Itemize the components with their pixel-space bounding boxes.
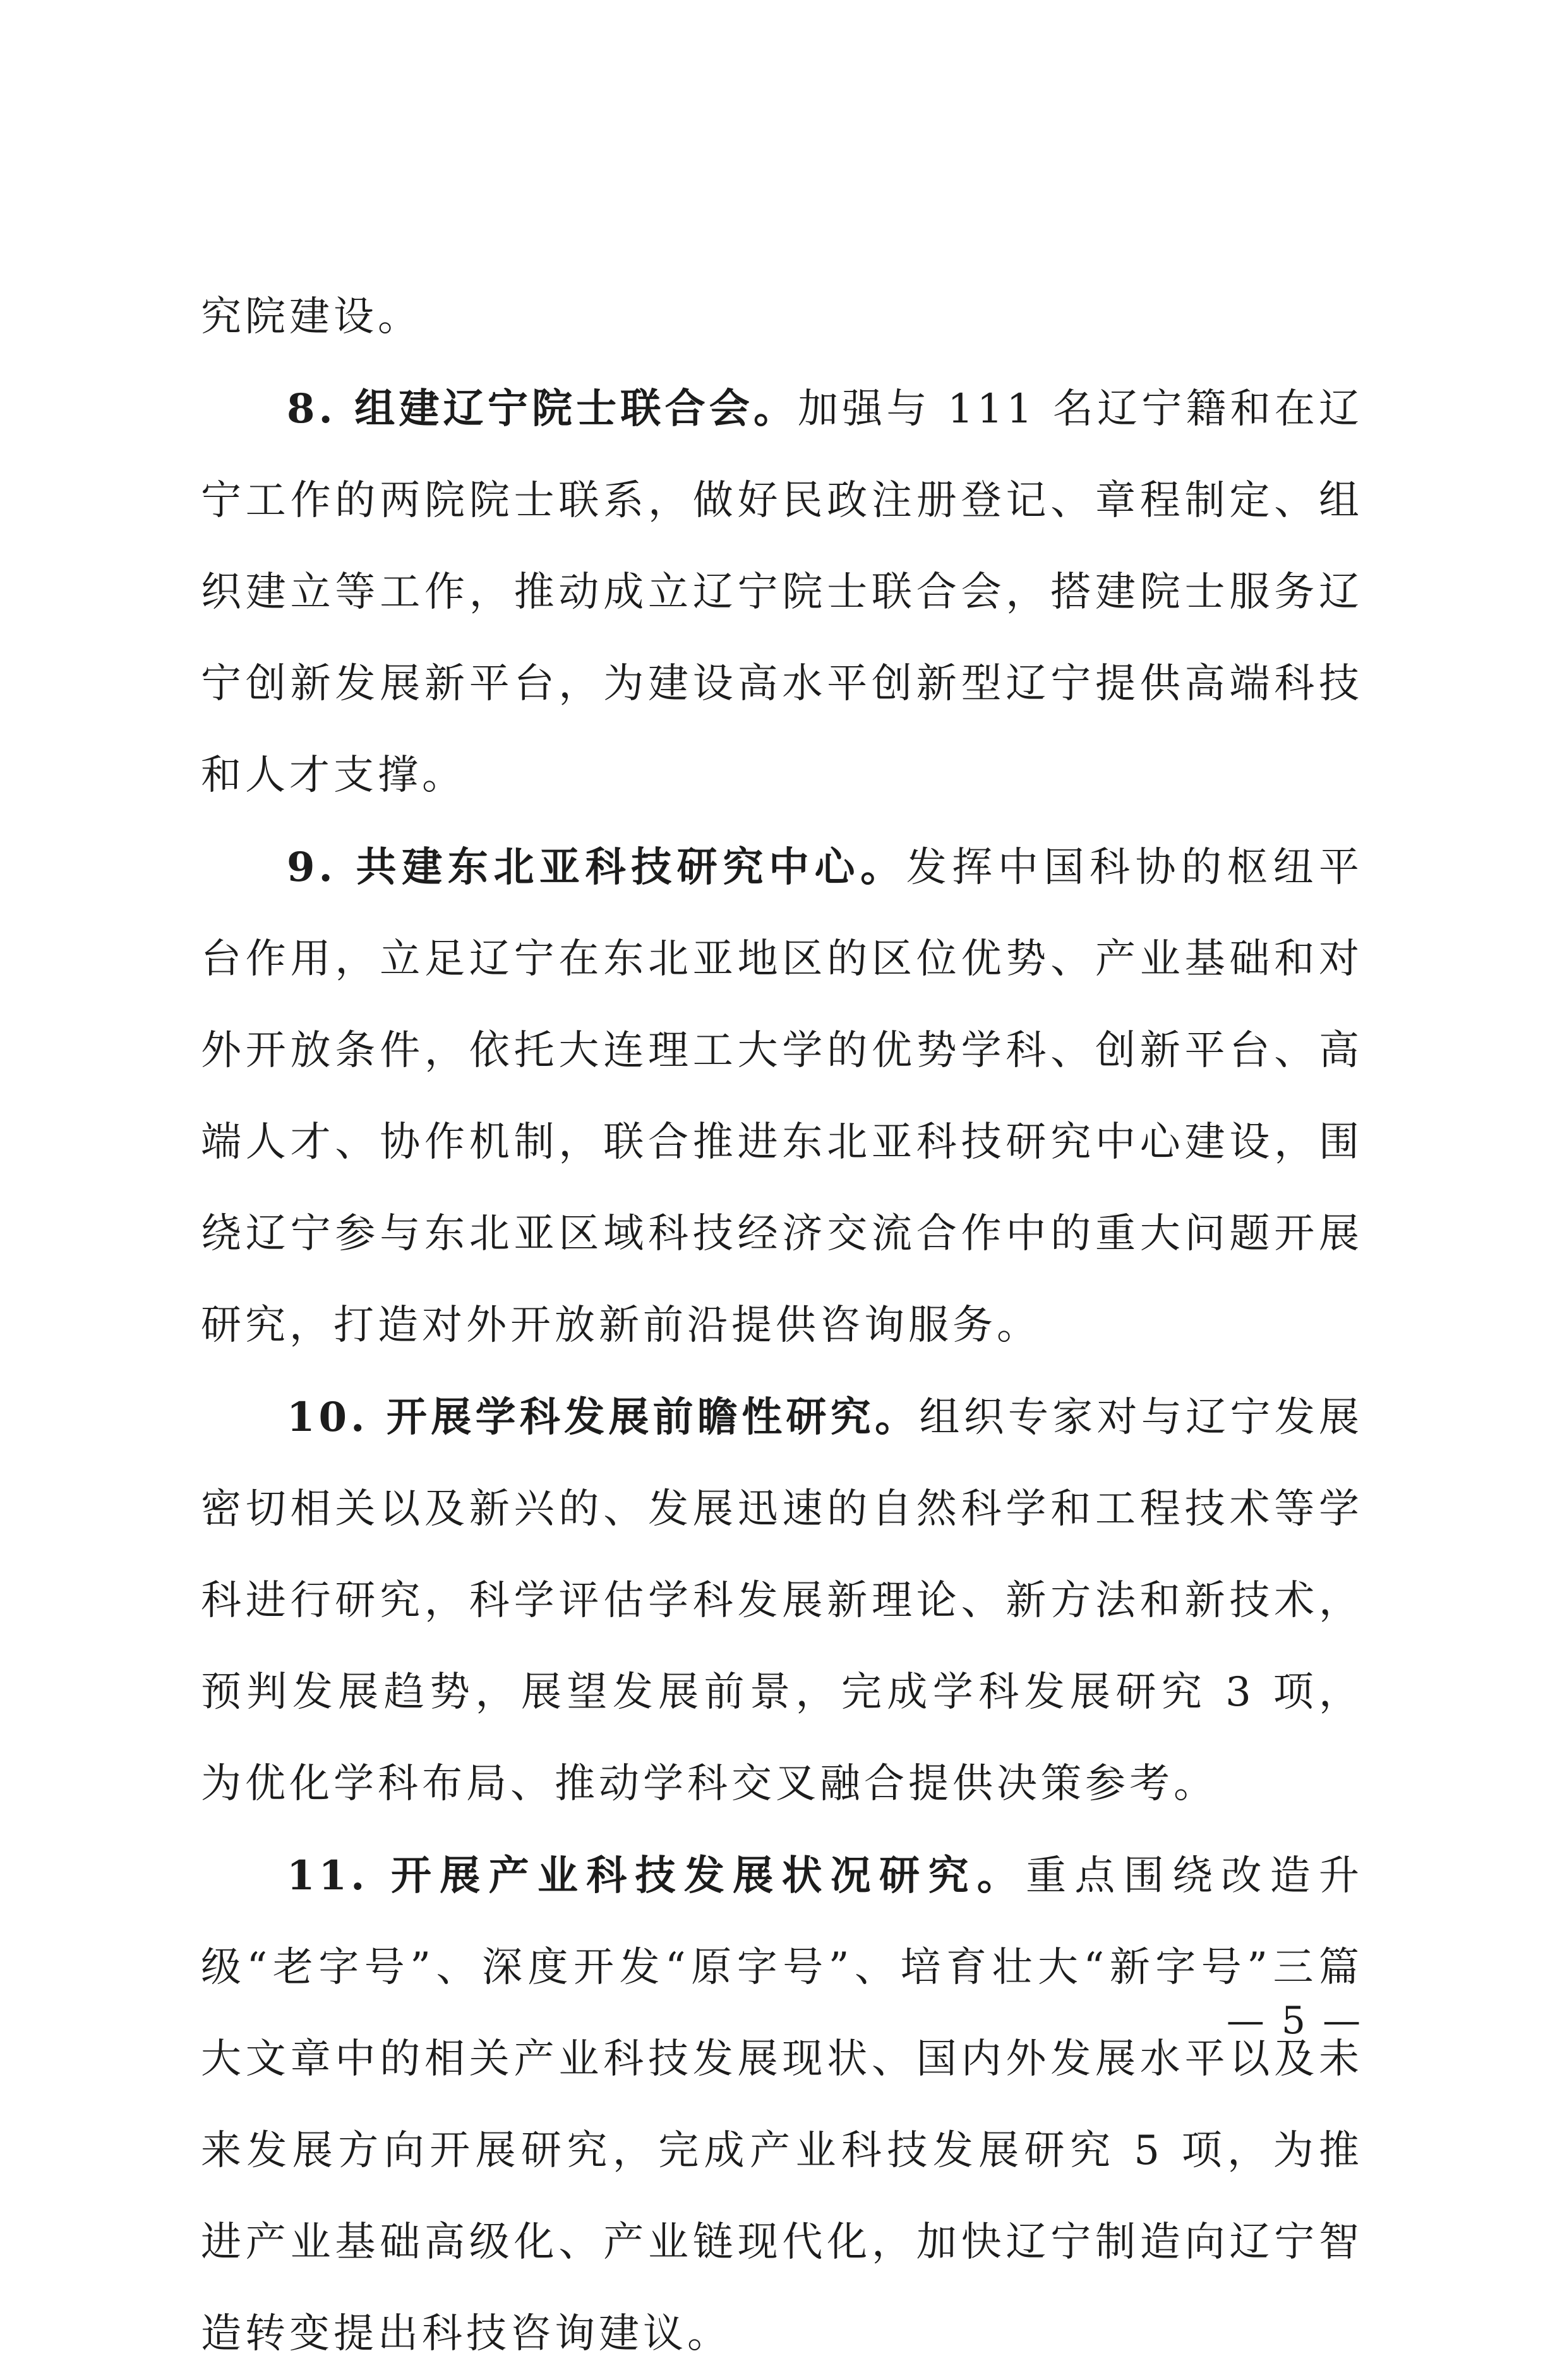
item-8-paragraph [201,363,1363,822]
item-10-body: 组织专家对与辽宁发展密切相关以及新兴的、发展迅速的自然科学和工程技术等学科进行研究，科学评估学科发展新理论、新方法和新技术，预判发展趋势，展望发展前景，完成学科发展研究 3 项，为优化学科布局、推动学科交叉融合提供决策参考。 [201,1394,1363,1807]
item-8-body: 加强与 111 名辽宁籍和在辽宁工作的两院院士联系，做好民政注册登记、章程制定、组织建立等工作，推动成立辽宁院士联合会，搭建院士服务辽宁创新发展新平台，为建设高水平创新型辽宁提供高端科技和人才支撑。 [201,386,1363,799]
item-9-body: 发挥中国科协的枢纽平台作用，立足辽宁在东北亚地区的区位优势、产业基础和对外开放条件，依托大连理工大学的优势学科、创新平台、高端人才、协作机制，联合推进东北亚科技研究中心建设，围绕辽宁参与东北亚区域科技经济交流合作中的重大问题开展研究，打造对外开放新前沿提供咨询服务。 [201,844,1363,1349]
item-11-heading: 11. 开展产业科技发展状况研究。 [287,1852,1026,1899]
page-number: — 5 — [1226,1999,1364,2043]
document-body [201,272,1363,2380]
continuation-paragraph [201,272,1363,363]
item-10-paragraph [201,1372,1363,1830]
item-9-paragraph [201,822,1363,1372]
item-8-heading: 8. 组建辽宁院士联合会。 [287,385,798,433]
item-9-heading: 9. 共建东北亚科技研究中心。 [287,844,906,891]
item-10-heading: 10. 开展学科发展前瞻性研究。 [287,1394,920,1441]
item-11-body: 重点围绕改造升级“老字号”、深度开发“原字号”、培育壮大“新字号”三篇大文章中的相关产业科技发展现状、国内外发展水平以及未来发展方向开展研究，完成产业科技发展研究 5 项，为推进产业基础高级化、产业链现代化，加快辽宁制造向辽宁智造转变提出科技咨询建议。 [201,1853,1364,2357]
continuation-text: 究院建设。 [201,294,422,340]
item-11-paragraph [201,1830,1363,2380]
